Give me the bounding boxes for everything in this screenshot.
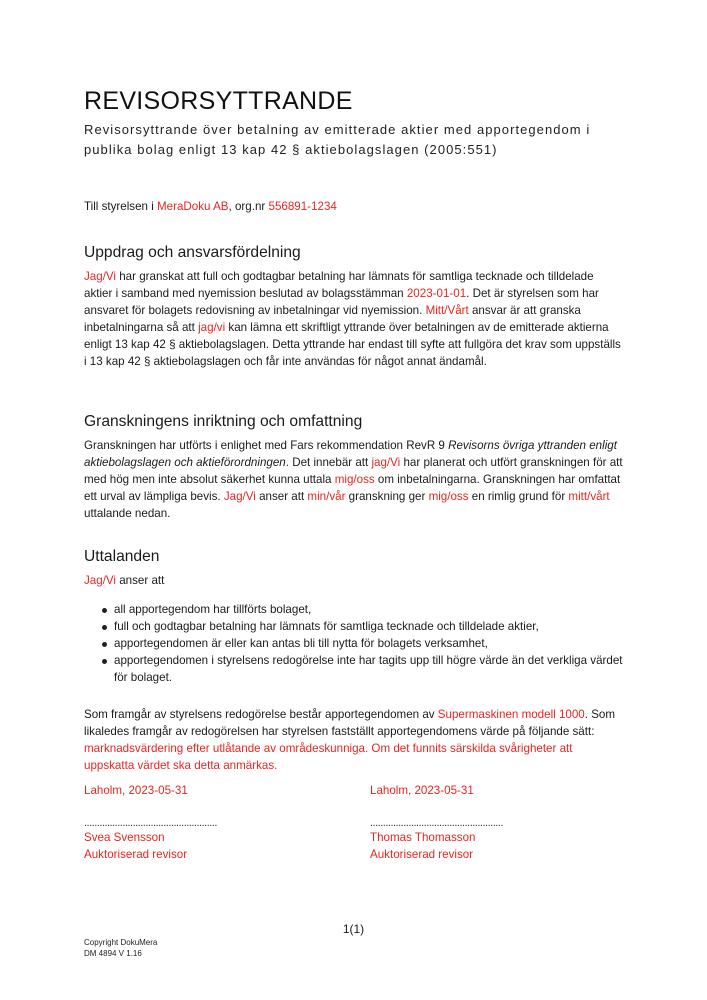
signature-place-date: Laholm, 2023-05-31 bbox=[370, 784, 474, 797]
company-name-field: MeraDoku AB bbox=[157, 200, 229, 213]
signature-line: .................................................... bbox=[370, 817, 503, 830]
section-paragraph bbox=[84, 268, 624, 371]
signatory-name: Thomas Thomasson bbox=[370, 831, 476, 845]
body-text: ansvar är att granska inbetalningarna så att bbox=[84, 304, 581, 335]
signature-right bbox=[370, 782, 590, 863]
orgnr-field: 556891-1234 bbox=[268, 200, 337, 213]
signature-left bbox=[84, 782, 304, 863]
section-paragraph bbox=[84, 706, 624, 774]
signature-block bbox=[84, 782, 644, 872]
placeholder-text: Supermaskinen modell 1000 bbox=[437, 707, 585, 721]
placeholder-text: mitt/vårt bbox=[568, 490, 610, 504]
placeholder-text: jag/Vi bbox=[371, 456, 401, 470]
placeholder-text: Mitt/Vårt bbox=[425, 304, 469, 318]
body-text: har planerat och utfört granskningen för att med hög men inte absolut säkerhet kunna uttala bbox=[84, 456, 623, 487]
placeholder-text: mig/oss bbox=[428, 490, 469, 504]
body-text: har granskat att full och godtagbar betalning har lämnats för samtliga tecknade och tilldelade aktier i samband med nyemission beslutad av bolagsstämman bbox=[84, 270, 594, 301]
body-text: . Det är styrelsen som har ansvaret för bolagets redovisning av inbetalningar vid nyemission. bbox=[84, 287, 599, 318]
statements-intro bbox=[84, 572, 624, 589]
placeholder-text: Jag/Vi bbox=[84, 270, 117, 283]
list-item: all apportegendom har tillförts bolaget, bbox=[114, 601, 624, 618]
signature-line: .................................................... bbox=[84, 817, 217, 830]
section-scope bbox=[84, 412, 624, 522]
body-text: Som framgår av styrelsens redogörelse består apportegendomen av bbox=[84, 707, 438, 721]
section-assignment bbox=[84, 243, 624, 371]
body-text: uttalande nedan. bbox=[84, 507, 171, 521]
statements-list bbox=[84, 601, 624, 686]
signatory-name: Svea Svensson bbox=[84, 831, 165, 845]
placeholder-text: Jag/Vi bbox=[223, 490, 256, 504]
signatory-role: Auktoriserad revisor bbox=[370, 848, 474, 862]
list-item: apportegendomen är eller kan antas bli till nytta för bolagets verksamhet, bbox=[114, 635, 624, 652]
placeholder-text: Jag/Vi bbox=[84, 574, 117, 587]
section-statements bbox=[84, 547, 624, 774]
page-number: 1(1) bbox=[342, 922, 365, 936]
section-heading: Granskningens inriktning och omfattning bbox=[84, 413, 363, 430]
addressee-line bbox=[84, 198, 337, 215]
body-text: Granskningen har utförts i enlighet med Fars rekommendation RevR 9 bbox=[84, 439, 449, 452]
section-heading: Uppdrag och ansvarsfördelning bbox=[84, 244, 301, 261]
body-text: . Det innebär att bbox=[285, 456, 372, 470]
addressee-prefix: Till styrelsen i bbox=[84, 200, 158, 213]
body-text: . Som likaledes framgår av redogörelsen har styrelsen fastställt apportegendomens värde på följande sätt: bbox=[84, 707, 616, 738]
placeholder-text: min/vår bbox=[307, 490, 346, 504]
footer-doc-id: DM 4894 V 1.16 bbox=[84, 949, 142, 958]
signatory-role: Auktoriserad revisor bbox=[84, 848, 188, 862]
placeholder-text: marknadsvärdering efter utlåtande av områdeskunniga. Om det funnits särskilda svårigheter att uppskatta värdet ska detta anmärkas. bbox=[84, 741, 573, 772]
body-text: anser att bbox=[116, 574, 165, 587]
signature-place-date: Laholm, 2023-05-31 bbox=[84, 784, 188, 797]
footer bbox=[84, 937, 157, 959]
list-item: full och godtagbar betalning har lämnats för samtliga tecknade och tilldelade aktier, bbox=[114, 618, 624, 635]
body-text: granskning ger bbox=[345, 490, 429, 504]
body-text: en rimlig grund för bbox=[468, 490, 569, 504]
placeholder-text: mig/oss bbox=[334, 473, 375, 487]
document-page bbox=[84, 86, 634, 862]
page-subtitle: Revisorsyttrande över betalning av emitterade aktier med apportegendom i publika bolag enligt 13 kap 42 § aktiebolagslagen (2005:551) bbox=[84, 122, 591, 157]
body-text: anser att bbox=[255, 490, 308, 504]
body-text-italic: Revisorns övriga yttranden enligt aktiebolagslagen och aktieförordningen bbox=[84, 439, 617, 470]
page-title: REVISORSYTTRANDE bbox=[84, 87, 353, 115]
section-paragraph bbox=[84, 437, 624, 522]
footer-copyright: Copyright DokuMera bbox=[84, 938, 158, 947]
placeholder-text: 2023-01-01 bbox=[406, 287, 467, 301]
list-item: apportegendomen i styrelsens redogörelse inte har tagits upp till högre värde än det verkliga värdet för bolaget. bbox=[114, 652, 624, 686]
placeholder-text: jag/vi bbox=[198, 321, 226, 335]
body-text: om inbetalningarna. Granskningen har omfattat ett urval av lämpliga bevis. bbox=[84, 473, 621, 504]
body-text: kan lämna ett skriftligt yttrande över betalningen av de emitterade aktierna enligt 13 kap 42 § aktiebolagslagen. Detta yttrande har endast till syfte att fullgöra det krav som uppställs i 13 kap 42 § aktiebolagslagen och får inte användas för något annat ändamål. bbox=[84, 321, 621, 369]
section-heading: Uttalanden bbox=[84, 548, 160, 565]
orgnr-prefix: , org.nr bbox=[228, 200, 269, 213]
